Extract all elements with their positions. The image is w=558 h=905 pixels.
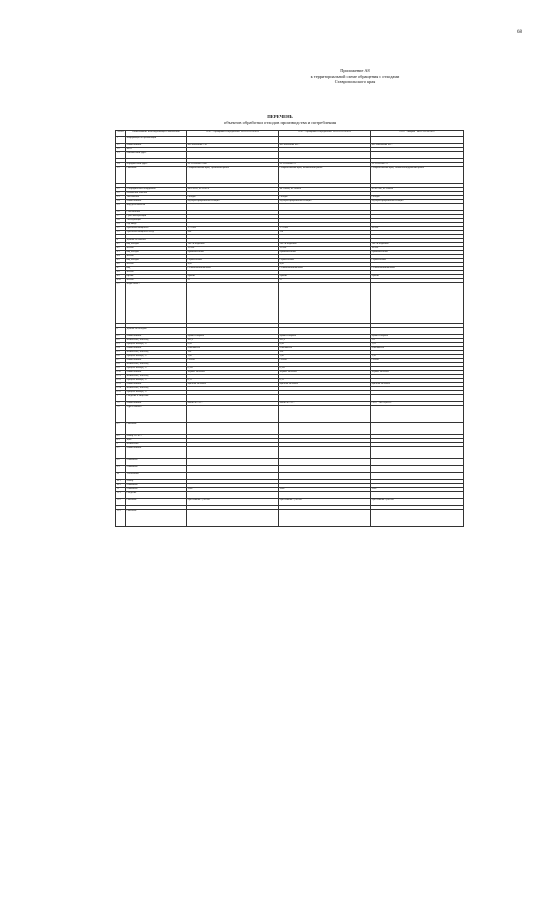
row-value-column-3 xyxy=(371,510,464,527)
row-field-name: Проектная мощность т/год xyxy=(126,231,187,235)
row-value-column-3: ИП Михайлова М.С. xyxy=(371,144,464,148)
row-field-name: Срок эксплуатации xyxy=(126,215,187,219)
row-value-column-2: Бланк № 75/17 xyxy=(279,402,371,406)
row-value-column-1 xyxy=(187,406,279,423)
row-value-column-3 xyxy=(371,466,464,473)
row-number: 2.5 xyxy=(116,204,126,211)
row-value-column-1: 8,88 xyxy=(187,343,279,347)
row-field-name: Реквизиты xyxy=(126,484,187,488)
appendix-line-3: Ставропольского края xyxy=(334,79,376,84)
row-field-name: Наименование xyxy=(126,347,187,351)
row-number: 8.3 xyxy=(116,439,126,443)
row-value-column-3 xyxy=(371,473,464,480)
row-number: 6.1 xyxy=(116,335,126,339)
row-field-name: Данные об объекте xyxy=(126,239,187,243)
header-number: № п/п xyxy=(116,131,126,137)
row-number: 1.5 xyxy=(116,167,126,184)
row-value-column-2: Строительные xyxy=(279,259,371,263)
row-value-column-3: Прочие xyxy=(371,275,464,279)
appendix-line-2: к территориальной схеме обращения с отходами xyxy=(310,73,400,79)
row-value-column-2 xyxy=(279,447,371,459)
row-value-column-2: Ставропольский край, Шпаковский район xyxy=(279,167,371,184)
row-value-column-3 xyxy=(371,423,464,435)
row-value-column-3: Ставропольский край, Новоалександровский район xyxy=(371,167,464,184)
row-value-column-3 xyxy=(371,204,464,211)
table-row xyxy=(116,423,464,435)
row-number: 9.3 xyxy=(116,466,126,473)
row-field-name: Собственник xyxy=(126,211,187,215)
row-field-name: Сведения xyxy=(126,492,187,499)
row-field-name: Адрес объекта xyxy=(126,406,187,423)
row-value-column-3: Цветные металлы xyxy=(371,383,464,387)
row-field-name: Процент выбора, % xyxy=(126,391,187,395)
row-value-column-1 xyxy=(187,492,279,499)
row-number: 3.1 xyxy=(116,227,126,231)
row-field-name: Номер ГРОРО xyxy=(126,435,187,439)
row-value-column-3: Прессование 4,0Н шт. xyxy=(371,499,464,506)
row-field-name: Описание xyxy=(126,510,187,527)
row-field-name: Описание xyxy=(126,499,187,506)
row-number: 8.1 xyxy=(116,423,126,435)
row-field-name: Реквизиты xyxy=(126,459,187,466)
row-field-name: Количество, тонн/год xyxy=(126,387,187,391)
row-field-name: Количество xyxy=(126,443,187,447)
row-field-name: Наименование xyxy=(126,144,187,148)
row-field-name: Сведения о лицензии xyxy=(126,395,187,402)
table-row xyxy=(116,137,464,144)
row-field-name: Наименование xyxy=(126,402,187,406)
row-value-column-2: 15 000 xyxy=(279,247,371,251)
row-field-name: Кол-во xyxy=(126,263,187,267)
row-value-column-2 xyxy=(279,459,371,466)
row-number: 2.7 xyxy=(116,215,126,219)
row-number: 2.3 xyxy=(116,196,126,200)
row-number: 2.1 xyxy=(116,188,126,192)
page-number: 68 xyxy=(517,30,522,35)
row-field-name: Проектная мощность xyxy=(126,227,187,231)
row-value-column-2: 1,00 xyxy=(279,355,371,359)
row-value-column-2: Мусоросортировочная станция xyxy=(279,200,371,204)
row-value-column-1: Пластмассы xyxy=(187,347,279,351)
row-field-name: Данные по отходам xyxy=(126,328,187,335)
row-number: 10.2 xyxy=(116,484,126,488)
row-number: 6.15 xyxy=(116,391,126,395)
row-value-column-1: 26.13.000000.1.000 xyxy=(187,163,279,167)
row-field-name: Количество, тонн/год xyxy=(126,363,187,367)
row-field-name: вид отходов xyxy=(126,243,187,247)
row-number: 4 xyxy=(116,239,126,243)
row-number: 6.14 xyxy=(116,387,126,391)
row-number: 9 xyxy=(116,443,126,447)
row-number: 2.2 xyxy=(116,192,126,196)
row-field-name: ИНН xyxy=(126,148,187,152)
row-value-column-3: 10 000 xyxy=(371,247,464,251)
row-number: 4.1 xyxy=(116,243,126,247)
row-field-name: Технологии xyxy=(126,473,187,480)
row-value-column-3: Стекло xyxy=(371,359,464,363)
row-value-column-2 xyxy=(279,406,371,423)
row-field-name: вид xyxy=(126,267,187,271)
row-value-column-2: Отходы xyxy=(279,196,371,200)
row-value-column-1: Отходы xyxy=(187,196,279,200)
row-value-column-2: Пластмассы xyxy=(279,347,371,351)
row-value-column-2: Стекло xyxy=(279,359,371,363)
row-field-name: Юридический адрес xyxy=(126,163,187,167)
row-value-column-3: 1,63 xyxy=(371,343,464,347)
row-number: 6 xyxy=(116,328,126,335)
row-number: 2.6 xyxy=(116,211,126,215)
row-number: 8.2 xyxy=(116,435,126,439)
row-value-column-2 xyxy=(279,466,371,473)
table-row xyxy=(116,499,464,506)
row-number: 4.8 xyxy=(116,271,126,275)
row-value-column-3 xyxy=(371,152,464,159)
row-value-column-1: Бумага и картон xyxy=(187,335,279,339)
row-number: 9.2 xyxy=(116,459,126,466)
row-number: 7.2 xyxy=(116,406,126,423)
row-field-name: Кол-во xyxy=(126,279,187,283)
row-number: 2.4 xyxy=(116,200,126,204)
table-row xyxy=(116,328,464,335)
row-value-column-1: Черные металлы xyxy=(187,371,279,375)
row-value-column-1: Строительные xyxy=(187,259,279,263)
row-field-name: Количество, тонн/год xyxy=(126,375,187,379)
row-value-column-1 xyxy=(187,423,279,435)
row-value-column-1: 15 000 xyxy=(187,247,279,251)
row-field-name: Наименование xyxy=(126,447,187,459)
row-number: 6.11 xyxy=(116,375,126,379)
row-number: 6.10 xyxy=(116,371,126,375)
table-row xyxy=(116,395,464,402)
row-number: 6.2 xyxy=(116,339,126,343)
row-value-column-1: ТКО и подобные xyxy=(187,243,279,247)
row-value-column-1: 301,0 xyxy=(187,339,279,343)
row-number: 6.9 xyxy=(116,367,126,371)
table-row xyxy=(116,473,464,480)
table-row xyxy=(116,447,464,459)
row-value-column-1: Промышленные xyxy=(187,251,279,255)
row-value-column-3: Мусоросортировочная станция xyxy=(371,200,464,204)
title-line-1: ПЕРЕЧЕНЬ xyxy=(267,114,293,119)
row-value-column-1: 200 xyxy=(187,231,279,235)
row-field-name: Реквизиты xyxy=(126,488,187,492)
row-value-column-3 xyxy=(371,447,464,459)
row-value-column-1: Бланк № 75/17 xyxy=(187,402,279,406)
appendix-line-1: Приложение А8 xyxy=(340,68,370,73)
row-number: 6.8 xyxy=(116,363,126,367)
row-value-column-3 xyxy=(371,406,464,423)
row-number: 6.5 xyxy=(116,351,126,355)
header-column-1: ООО "Сортировка и переработка" ИНН 2635109870 xyxy=(187,131,279,137)
row-value-column-1 xyxy=(187,204,279,211)
row-number: 6.6 xyxy=(116,355,126,359)
row-field-name: Номер xyxy=(126,480,187,484)
row-value-column-2: Черные металлы xyxy=(279,371,371,375)
row-value-column-1 xyxy=(187,152,279,159)
row-field-name: Описание xyxy=(126,423,187,435)
row-value-column-1 xyxy=(187,466,279,473)
row-value-column-2 xyxy=(279,204,371,211)
table-row xyxy=(116,459,464,466)
row-value-column-1: 0,185 xyxy=(187,367,279,371)
row-field-name: Кол-во xyxy=(126,255,187,259)
row-value-column-1 xyxy=(187,473,279,480)
row-number: 2.9 xyxy=(116,223,126,227)
row-value-column-2: Промышленные xyxy=(279,251,371,255)
row-value-column-2: 26.13.000000.1.1 xyxy=(279,163,371,167)
row-number: 3.2 xyxy=(116,231,126,235)
row-number: 11.3 xyxy=(116,510,126,527)
row-value-column-3: Черные металлы xyxy=(371,371,464,375)
row-field-name: Количество, тонн/год xyxy=(126,351,187,355)
row-value-column-2: Прессование 5,5Н шт. xyxy=(279,499,371,506)
row-field-name: Год ввода xyxy=(126,223,187,227)
row-field-name: Процент выбора, % xyxy=(126,355,187,359)
row-value-column-3: Бумага и картон xyxy=(371,335,464,339)
row-value-column-1: 25 xyxy=(187,279,279,283)
row-value-column-3: 1,20 xyxy=(371,355,464,359)
row-field-name: Тип объекта xyxy=(126,196,187,200)
table-row xyxy=(116,466,464,473)
row-value-column-3: 30 000 xyxy=(371,227,464,231)
row-value-column-2: 0,33 xyxy=(279,379,371,383)
row-value-column-1: Мусоросортировочная станция xyxy=(187,200,279,204)
row-value-column-2: 2008 xyxy=(279,488,371,492)
row-number: 6.12 xyxy=(116,379,126,383)
row-value-column-2 xyxy=(279,492,371,499)
table-row xyxy=(116,492,464,499)
row-value-column-1: 1,00 xyxy=(187,355,279,359)
row-field-name: Информация об организации xyxy=(126,137,187,144)
table-row xyxy=(116,152,464,159)
row-number: 4.5 xyxy=(116,259,126,263)
table-row xyxy=(116,283,464,324)
header-field-name: Наименование поля подлежащего заполнению xyxy=(126,131,187,137)
row-value-column-3: Пластмассы xyxy=(371,347,464,351)
row-value-column-1: Прочие xyxy=(187,275,279,279)
row-number: 4.3 xyxy=(116,251,126,255)
row-value-column-3: Отходы xyxy=(371,196,464,200)
row-number: 6.7 xyxy=(116,359,126,363)
row-value-column-1: 190 xyxy=(187,351,279,355)
row-field-name: Наименование xyxy=(126,371,187,375)
row-value-column-1 xyxy=(187,137,279,144)
row-field-name: Процент выбора, % xyxy=(126,367,187,371)
row-value-column-1 xyxy=(187,447,279,459)
row-value-column-1 xyxy=(187,459,279,466)
row-value-column-2: ИП Васильева М.С. xyxy=(279,144,371,148)
row-number: 11.1 xyxy=(116,492,126,499)
row-value-column-2: 8,88 xyxy=(279,343,371,347)
row-number: 1.1 xyxy=(116,144,126,148)
row-value-column-2: 190 xyxy=(279,351,371,355)
row-value-column-2: 1 75 000 xyxy=(279,227,371,231)
row-value-column-2: Бумага и картон xyxy=(279,335,371,339)
row-number: 4.9 xyxy=(116,275,126,279)
row-field-name: вид отходов xyxy=(126,259,187,263)
table-row xyxy=(116,167,464,184)
row-value-column-2 xyxy=(279,423,371,435)
row-number: 4.2 xyxy=(116,247,126,251)
row-value-column-3: 2008 xyxy=(371,488,464,492)
row-value-column-2: 4,00 xyxy=(279,263,371,267)
row-number: 6.3 xyxy=(116,343,126,347)
row-number: 1.3 xyxy=(116,152,126,159)
row-number: 5.1 xyxy=(116,283,126,324)
row-value-column-1 xyxy=(187,283,279,324)
row-value-column-2: ТКО и подобные xyxy=(279,243,371,247)
row-value-column-3: Строительные xyxy=(371,259,464,263)
row-value-column-1: Прессование 5,5Н шт. xyxy=(187,499,279,506)
row-number: 11.2 xyxy=(116,499,126,506)
row-field-name: Дата xyxy=(126,439,187,443)
table-row xyxy=(116,204,464,211)
row-value-column-2 xyxy=(279,328,371,335)
row-field-name: Кол-во xyxy=(126,271,187,275)
row-field-name: Эксплуатация xyxy=(126,219,187,223)
row-field-name: Коды ФККО xyxy=(126,283,187,324)
row-value-column-1: 1 75 000 xyxy=(187,227,279,231)
row-value-column-2 xyxy=(279,395,371,402)
row-value-column-2 xyxy=(279,283,371,324)
row-value-column-1: 4,00 xyxy=(187,263,279,267)
row-value-column-3: Промышленные xyxy=(371,251,464,255)
row-number: 6.4 xyxy=(116,347,126,351)
row-value-column-2: 0,185 xyxy=(279,367,371,371)
row-field-name: Фактический адрес xyxy=(126,152,187,159)
row-value-column-1: ИП Васильева С.В. xyxy=(187,144,279,148)
row-field-name: Реквизиты xyxy=(126,466,187,473)
document-title xyxy=(130,114,430,125)
row-number: 4.10 xyxy=(116,279,126,283)
row-value-column-3: 26.13.00.04071.1 xyxy=(371,163,464,167)
row-field-name: Наименование xyxy=(126,359,187,363)
row-value-column-3: ООО "ЭКО-ЦЕНТР" xyxy=(371,402,464,406)
row-value-column-2: Цветные металлы xyxy=(279,383,371,387)
row-number: 1.2 xyxy=(116,148,126,152)
table-body xyxy=(116,131,464,527)
row-value-column-3 xyxy=(371,328,464,335)
row-value-column-2 xyxy=(279,510,371,527)
row-value-column-3: ТКО и подобные xyxy=(371,243,464,247)
row-field-name: Количество, тонн/год xyxy=(126,339,187,343)
row-value-column-3 xyxy=(371,137,464,144)
appendix-header xyxy=(250,68,460,85)
header-column-3: ООО "Экопром" ИНН 2625061810 xyxy=(371,131,464,137)
objects-table xyxy=(115,130,464,527)
row-number: 1 xyxy=(116,137,126,144)
row-value-column-3: 311 xyxy=(371,339,464,343)
row-value-column-1: 0,33 xyxy=(187,379,279,383)
row-field-name: Назначение объекта xyxy=(126,192,187,196)
row-number: 11 xyxy=(116,488,126,492)
row-value-column-2: 301,0 xyxy=(279,339,371,343)
row-field-name: Процент выбора, % xyxy=(126,379,187,383)
row-field-name: вид отходов xyxy=(126,251,187,255)
row-value-column-2 xyxy=(279,137,371,144)
row-value-column-1 xyxy=(187,328,279,335)
row-number: 4.4 xyxy=(116,255,126,259)
row-value-column-1 xyxy=(187,510,279,527)
row-value-column-3 xyxy=(371,283,464,324)
row-value-column-2 xyxy=(279,473,371,480)
row-field-name: Вид деятельности xyxy=(126,204,187,211)
row-value-column-2: 110 xyxy=(279,231,371,235)
row-field-name: Кол-во xyxy=(126,247,187,251)
row-field-name: Описание xyxy=(126,167,187,184)
row-number: 7 xyxy=(116,395,126,402)
row-number: 7.1 xyxy=(116,402,126,406)
row-number: 9.1 xyxy=(116,447,126,459)
row-value-column-2: 25 xyxy=(279,279,371,283)
row-number: 6.13 xyxy=(116,383,126,387)
row-number: 4.6 xyxy=(116,263,126,267)
row-field-name: прочие xyxy=(126,275,187,279)
row-number: 1.4 xyxy=(116,163,126,167)
row-value-column-3: Сельскохозяйственные xyxy=(371,267,464,271)
table-row xyxy=(116,510,464,527)
row-field-name: Географические координаты xyxy=(126,188,187,192)
row-value-column-1: 2008 xyxy=(187,488,279,492)
row-number: 10.1 xyxy=(116,480,126,484)
row-value-column-2: 44.110488, 42.108890 xyxy=(279,188,371,192)
row-value-column-2: Прочие xyxy=(279,275,371,279)
table-row xyxy=(116,406,464,423)
row-number: 4.7 xyxy=(116,267,126,271)
row-number: 2.8 xyxy=(116,219,126,223)
row-value-column-3: 45.497986, 41.200000 xyxy=(371,188,464,192)
row-value-column-1: Цветные металлы xyxy=(187,383,279,387)
row-field-name: Наименование xyxy=(126,335,187,339)
title-line-2: объектов обработки отходов производства и потребления xyxy=(223,119,337,125)
row-value-column-1 xyxy=(187,395,279,402)
row-value-column-3 xyxy=(371,492,464,499)
row-field-name: Наименование xyxy=(126,200,187,204)
row-number: 10 xyxy=(116,473,126,480)
row-value-column-3 xyxy=(371,459,464,466)
row-value-column-1: 44.870018, 42.965876 xyxy=(187,188,279,192)
row-value-column-2 xyxy=(279,152,371,159)
header-column-2: ООО "Сортировка и переработка" ИНН 2635109870 xyxy=(279,131,371,137)
row-field-name: Процент выбора, % xyxy=(126,343,187,347)
row-value-column-3 xyxy=(371,395,464,402)
row-value-column-1: Ставропольский край, Грачёвский район xyxy=(187,167,279,184)
row-value-column-1: Сельскохозяйственные xyxy=(187,267,279,271)
row-field-name: Наименование xyxy=(126,383,187,387)
row-value-column-1: Стекло xyxy=(187,359,279,363)
row-value-column-2: Сельскохозяйственные xyxy=(279,267,371,271)
